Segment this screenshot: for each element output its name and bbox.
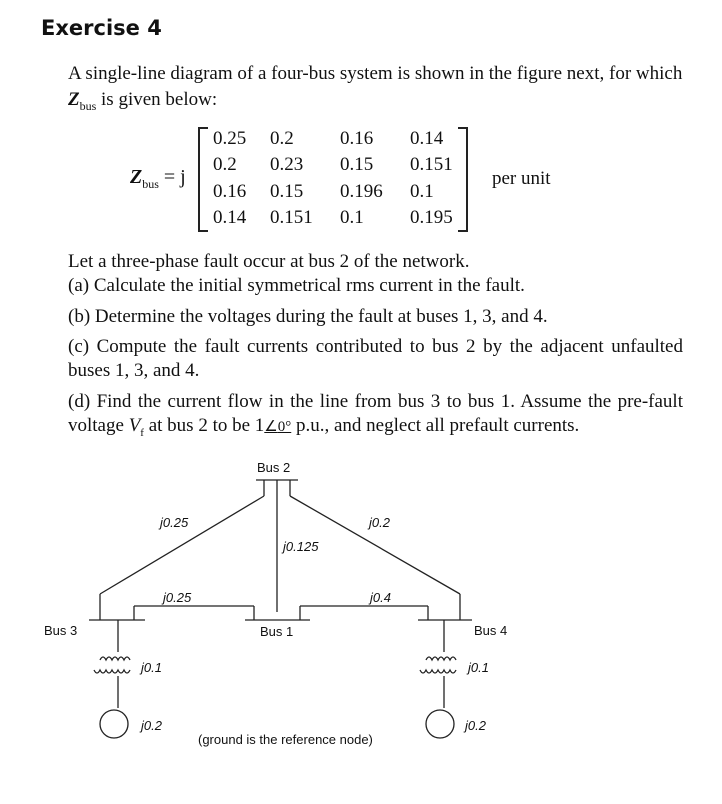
label-z-transformer4: j0.1 bbox=[468, 660, 489, 675]
label-z-bus1-bus2: j0.125 bbox=[283, 539, 319, 554]
label-bus1: Bus 1 bbox=[260, 624, 294, 639]
matrix-cell: 0.14 bbox=[213, 207, 247, 228]
label-z-bus4-bus1: j0.4 bbox=[370, 590, 391, 605]
matrix-z-symbol: Z bbox=[130, 166, 143, 188]
tr3-secondary-coil bbox=[94, 670, 130, 673]
label-bus4: Bus 4 bbox=[474, 623, 508, 638]
label-z-bus3-bus2: j0.25 bbox=[160, 515, 189, 530]
matrix-cell: 0.1 bbox=[410, 181, 434, 202]
ground-note: (ground is the reference node) bbox=[198, 732, 373, 747]
tr3-primary-coil bbox=[100, 657, 130, 660]
question-d-voltage-subscript: f bbox=[140, 426, 144, 439]
tr4-primary-coil bbox=[426, 657, 456, 660]
matrix-cell: 0.196 bbox=[340, 181, 383, 202]
question-c: (c) Compute the fault currents contributed to bus 2 by the adjacent unfaulted buses 1, 3, and 4. bbox=[68, 336, 683, 381]
matrix-cell: 0.195 bbox=[410, 207, 453, 228]
intro-text-after: is given below: bbox=[96, 89, 218, 110]
generator-bus3 bbox=[100, 710, 128, 738]
question-d-angle: ∠0° bbox=[264, 419, 292, 435]
matrix-equals-j: = j bbox=[158, 166, 186, 188]
label-bus3: Bus 3 bbox=[44, 623, 78, 638]
matrix-cell: 0.15 bbox=[340, 154, 374, 175]
question-lead: Let a three-phase fault occur at bus 2 of the network. bbox=[68, 251, 470, 272]
question-b: (b) Determine the voltages during the fault at buses 1, 3, and 4. bbox=[68, 306, 548, 327]
matrix-cell: 0.1 bbox=[340, 207, 364, 228]
label-z-transformer3: j0.1 bbox=[141, 660, 162, 675]
label-z-bus3-bus1: j0.25 bbox=[163, 590, 192, 605]
label-bus2: Bus 2 bbox=[257, 460, 291, 475]
question-a: (a) Calculate the initial symmetrical rms current in the fault. bbox=[68, 275, 525, 296]
intro-z-subscript: bus bbox=[79, 98, 97, 113]
label-z-generator4: j0.2 bbox=[465, 718, 486, 733]
question-d-text-middle: at bus 2 to be 1 bbox=[143, 415, 265, 436]
matrix-cell: 0.2 bbox=[213, 154, 237, 175]
question-d-voltage-symbol: V bbox=[128, 415, 141, 436]
matrix-cell: 0.16 bbox=[213, 181, 247, 202]
tr4-secondary-coil bbox=[420, 670, 456, 673]
matrix-unit: per unit bbox=[492, 168, 551, 189]
matrix-cell: 0.15 bbox=[270, 181, 304, 202]
matrix-cell: 0.23 bbox=[270, 154, 304, 175]
intro-text-before: A single-line diagram of a four-bus system is shown in the figure next, for which bbox=[68, 63, 683, 84]
question-d-text-before: (d) Find the current flow in the line from bus 3 to bus 1. Assume the pre-fault voltage bbox=[68, 391, 683, 436]
matrix-cell: 0.14 bbox=[410, 128, 444, 149]
label-z-bus4-bus2: j0.2 bbox=[369, 515, 390, 530]
matrix-cell: 0.151 bbox=[410, 154, 453, 175]
exercise-title: Exercise 4 bbox=[41, 16, 162, 40]
line-bus3-bus2 bbox=[100, 496, 264, 594]
intro-z-symbol: Z bbox=[68, 89, 80, 110]
matrix-cell: 0.151 bbox=[270, 207, 313, 228]
matrix-cell: 0.25 bbox=[213, 128, 247, 149]
label-z-generator3: j0.2 bbox=[141, 718, 162, 733]
question-d-text-after: p.u., and neglect all prefault currents. bbox=[291, 415, 580, 436]
question-d-angle-value: 0° bbox=[277, 419, 292, 435]
generator-bus4 bbox=[426, 710, 454, 738]
matrix-z-subscript: bus bbox=[142, 177, 159, 191]
matrix-cell: 0.2 bbox=[270, 128, 294, 149]
matrix-cell: 0.16 bbox=[340, 128, 374, 149]
